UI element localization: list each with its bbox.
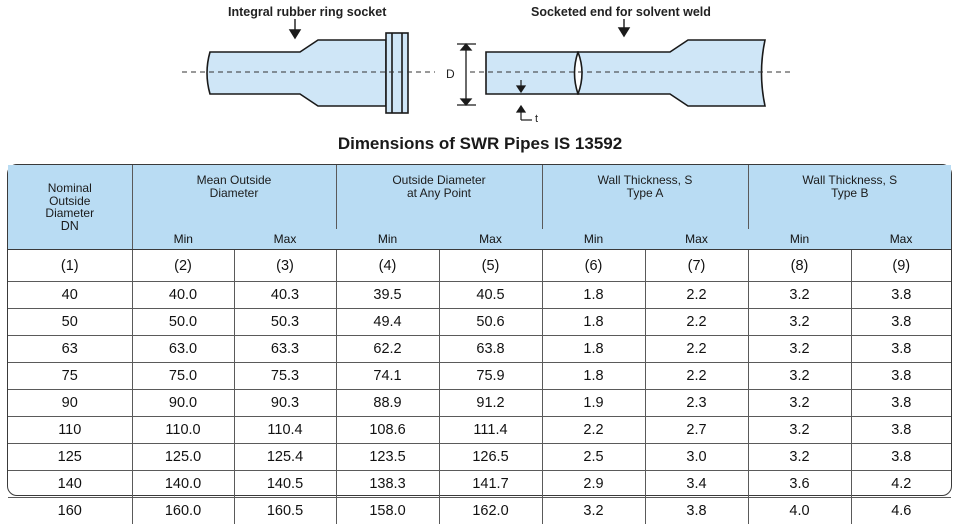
value-cell: 2.2 [645,336,748,363]
dn-cell: 50 [8,309,132,336]
right-pipe-socket [578,40,765,106]
value-cell: 90.0 [132,390,234,417]
value-cell: 75.3 [234,363,336,390]
subheader-max: Max [439,229,542,250]
value-cell: 3.8 [851,417,951,444]
index-cell: (3) [234,250,336,282]
left-pipe-label: Integral rubber ring socket [228,5,386,19]
value-cell: 3.8 [851,390,951,417]
value-cell: 4.0 [748,498,851,524]
dimension-d-label: D [446,67,455,81]
dn-cell: 40 [8,282,132,309]
value-cell: 1.8 [542,309,645,336]
dn-cell: 90 [8,390,132,417]
right-pipe-label: Socketed end for solvent weld [531,5,711,19]
value-cell: 40.3 [234,282,336,309]
value-cell: 1.9 [542,390,645,417]
value-cell: 126.5 [439,444,542,471]
header-line: Outside [8,195,132,208]
dimensions-table-grid [8,165,951,524]
subheader-max: Max [645,229,748,250]
header-line: Mean Outside [133,174,336,187]
value-cell: 50.3 [234,309,336,336]
table-body [8,250,951,524]
value-cell: 2.2 [542,417,645,444]
value-cell: 3.2 [542,498,645,524]
value-cell: 63.0 [132,336,234,363]
value-cell: 3.0 [645,444,748,471]
dn-cell: 160 [8,498,132,524]
value-cell: 3.2 [748,417,851,444]
value-cell: 160.0 [132,498,234,524]
value-cell: 110.4 [234,417,336,444]
value-cell: 75.9 [439,363,542,390]
header-mean-outside-diameter [132,165,336,229]
table-row [8,363,951,390]
table-header-row [8,165,951,229]
index-cell: (1) [8,250,132,282]
left-socket-ring [386,33,408,113]
value-cell: 4.2 [851,471,951,498]
value-cell: 88.9 [336,390,439,417]
table-row [8,498,951,524]
value-cell: 3.2 [748,444,851,471]
value-cell: 3.8 [851,336,951,363]
value-cell: 50.0 [132,309,234,336]
value-cell: 74.1 [336,363,439,390]
header-line: Type B [749,187,952,200]
value-cell: 2.3 [645,390,748,417]
index-cell: (4) [336,250,439,282]
value-cell: 3.2 [748,309,851,336]
dn-cell: 140 [8,471,132,498]
value-cell: 3.2 [748,282,851,309]
value-cell: 2.5 [542,444,645,471]
value-cell: 2.9 [542,471,645,498]
header-nominal-dn [8,165,132,250]
value-cell: 3.8 [645,498,748,524]
value-cell: 108.6 [336,417,439,444]
index-cell: (9) [851,250,951,282]
index-cell: (6) [542,250,645,282]
value-cell: 39.5 [336,282,439,309]
value-cell: 63.3 [234,336,336,363]
value-cell: 2.2 [645,282,748,309]
value-cell: 140.0 [132,471,234,498]
value-cell: 3.2 [748,363,851,390]
value-cell: 140.5 [234,471,336,498]
table-row [8,444,951,471]
column-index-row [8,250,951,282]
value-cell: 110.0 [132,417,234,444]
value-cell: 3.8 [851,309,951,336]
value-cell: 3.2 [748,390,851,417]
pipe-diagram [0,0,960,130]
subheader-max: Max [234,229,336,250]
value-cell: 125.0 [132,444,234,471]
value-cell: 50.6 [439,309,542,336]
index-cell: (5) [439,250,542,282]
dn-cell: 110 [8,417,132,444]
value-cell: 1.8 [542,363,645,390]
dn-cell: 125 [8,444,132,471]
value-cell: 2.2 [645,363,748,390]
table-row [8,282,951,309]
value-cell: 1.8 [542,282,645,309]
header-outside-diameter-any-point [336,165,542,229]
dn-cell: 75 [8,363,132,390]
value-cell: 62.2 [336,336,439,363]
header-line: Diameter [133,187,336,200]
value-cell: 138.3 [336,471,439,498]
left-pipe-body [207,40,386,106]
subheader-max: Max [851,229,951,250]
header-line: Wall Thickness, S [543,174,748,187]
header-line: at Any Point [337,187,542,200]
subheader-min: Min [132,229,234,250]
table-row [8,417,951,444]
value-cell: 40.0 [132,282,234,309]
right-pipe-body [486,52,578,94]
value-cell: 3.2 [748,336,851,363]
header-line: Outside Diameter [337,174,542,187]
dimensions-table [7,164,952,496]
value-cell: 160.5 [234,498,336,524]
value-cell: 75.0 [132,363,234,390]
table-subheader-row [8,229,951,250]
value-cell: 2.2 [645,309,748,336]
pipe-diagram-drawing [0,0,960,130]
page-title: Dimensions of SWR Pipes IS 13592 [0,134,960,154]
subheader-min: Min [542,229,645,250]
value-cell: 40.5 [439,282,542,309]
table-row [8,390,951,417]
value-cell: 91.2 [439,390,542,417]
value-cell: 4.6 [851,498,951,524]
index-cell: (8) [748,250,851,282]
header-wall-thickness-type-a [542,165,748,229]
value-cell: 3.8 [851,363,951,390]
index-cell: (7) [645,250,748,282]
dn-cell: 63 [8,336,132,363]
index-cell: (2) [132,250,234,282]
value-cell: 158.0 [336,498,439,524]
dimension-t-label: t [535,113,538,125]
header-line: Type A [543,187,748,200]
table-row [8,309,951,336]
value-cell: 3.8 [851,282,951,309]
subheader-min: Min [748,229,851,250]
value-cell: 123.5 [336,444,439,471]
header-wall-thickness-type-b [748,165,951,229]
value-cell: 2.7 [645,417,748,444]
header-line: Wall Thickness, S [749,174,952,187]
value-cell: 63.8 [439,336,542,363]
value-cell: 3.6 [748,471,851,498]
value-cell: 3.4 [645,471,748,498]
table-row [8,471,951,498]
subheader-min: Min [336,229,439,250]
value-cell: 90.3 [234,390,336,417]
value-cell: 125.4 [234,444,336,471]
table-row [8,336,951,363]
value-cell: 49.4 [336,309,439,336]
header-line: Diameter [8,207,132,220]
value-cell: 111.4 [439,417,542,444]
header-line: DN [8,220,132,233]
value-cell: 3.8 [851,444,951,471]
value-cell: 141.7 [439,471,542,498]
value-cell: 1.8 [542,336,645,363]
value-cell: 162.0 [439,498,542,524]
header-line: Nominal [8,182,132,195]
